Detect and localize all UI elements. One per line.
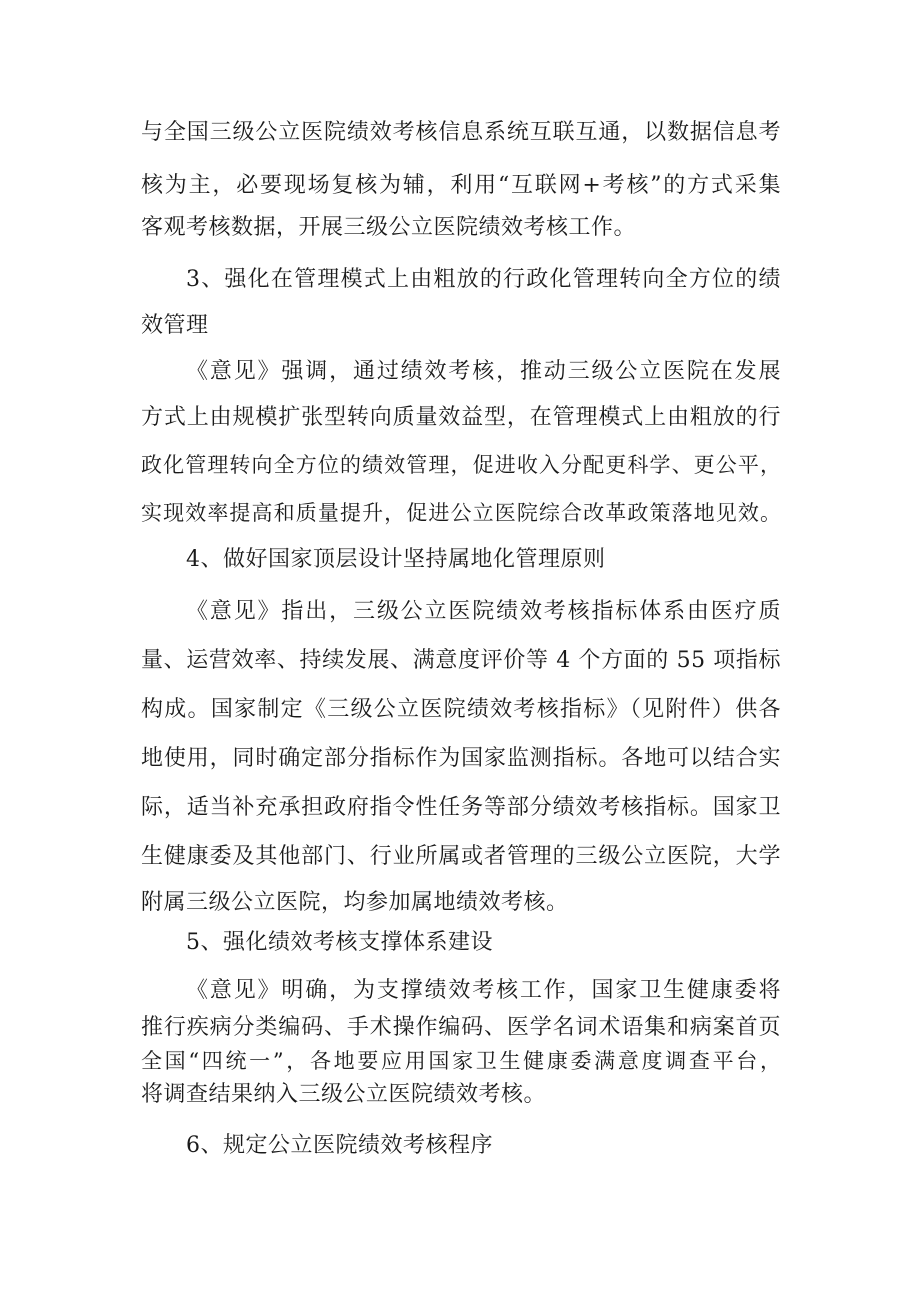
paragraph-line: 生健康委及其他部门、行业所属或者管理的三级公立医院，大学 [141, 844, 781, 869]
paragraph-line: 附属三级公立医院，均参加属地绩效考核。 [141, 890, 569, 915]
paragraph-line: 《意见》指出，三级公立医院绩效考核指标体系由医疗质 [186, 599, 781, 624]
paragraph-line: 与全国三级公立医院绩效考核信息系统互联互通，以数据信息考 [141, 120, 781, 145]
paragraph-line: 构成。国家制定《三级公立医院绩效考核指标》（见附件）供各 [141, 697, 781, 722]
section-heading: 3、强化在管理模式上由粗放的行政化管理转向全方位的绩 [186, 267, 781, 292]
paragraph-line: 客观考核数据，开展三级公立医院绩效考核工作。 [141, 215, 637, 240]
paragraph-line: 量、运营效率、持续发展、满意度评价等 4 个方面的 55 项指标 [141, 648, 781, 673]
section-heading: 效管理 [141, 313, 209, 338]
paragraph-line: 推行疾病分类编码、手术操作编码、医学名词术语集和病案首页 [141, 1015, 781, 1040]
paragraph-line: 政化管理转向全方位的绩效管理，促进收入分配更科学、更公平， [141, 453, 781, 477]
paragraph-line: 《意见》强调，通过绩效考核，推动三级公立医院在发展 [186, 359, 781, 384]
paragraph-line: 地使用，同时确定部分指标作为国家监测指标。各地可以结合实 [141, 746, 781, 771]
section-heading: 5、强化绩效考核支撑体系建设 [186, 930, 493, 955]
paragraph-line: 核为主，必要现场复核为辅，利用“互联网+考核”的方式采集 [141, 173, 781, 198]
paragraph-line: 际，适当补充承担政府指令性任务等部分绩效考核指标。国家卫 [141, 795, 781, 820]
paragraph-line: 方式上由规模扩张型转向质量效益型，在管理模式上由粗放的行 [141, 405, 781, 430]
paragraph-line: 《意见》明确，为支撑绩效考核工作，国家卫生健康委将 [186, 978, 781, 1003]
section-heading: 4、做好国家顶层设计坚持属地化管理原则 [186, 547, 606, 572]
paragraph-line: 全国“四统一”，各地要应用国家卫生健康委满意度调查平台， [141, 1049, 781, 1073]
paragraph-line: 将调查结果纳入三级公立医院绩效考核。 [141, 1082, 547, 1107]
section-heading: 6、规定公立医院绩效考核程序 [186, 1133, 493, 1158]
paragraph-line: 实现效率提高和质量提升，促进公立医院综合改革政策落地见效。 [141, 501, 781, 525]
